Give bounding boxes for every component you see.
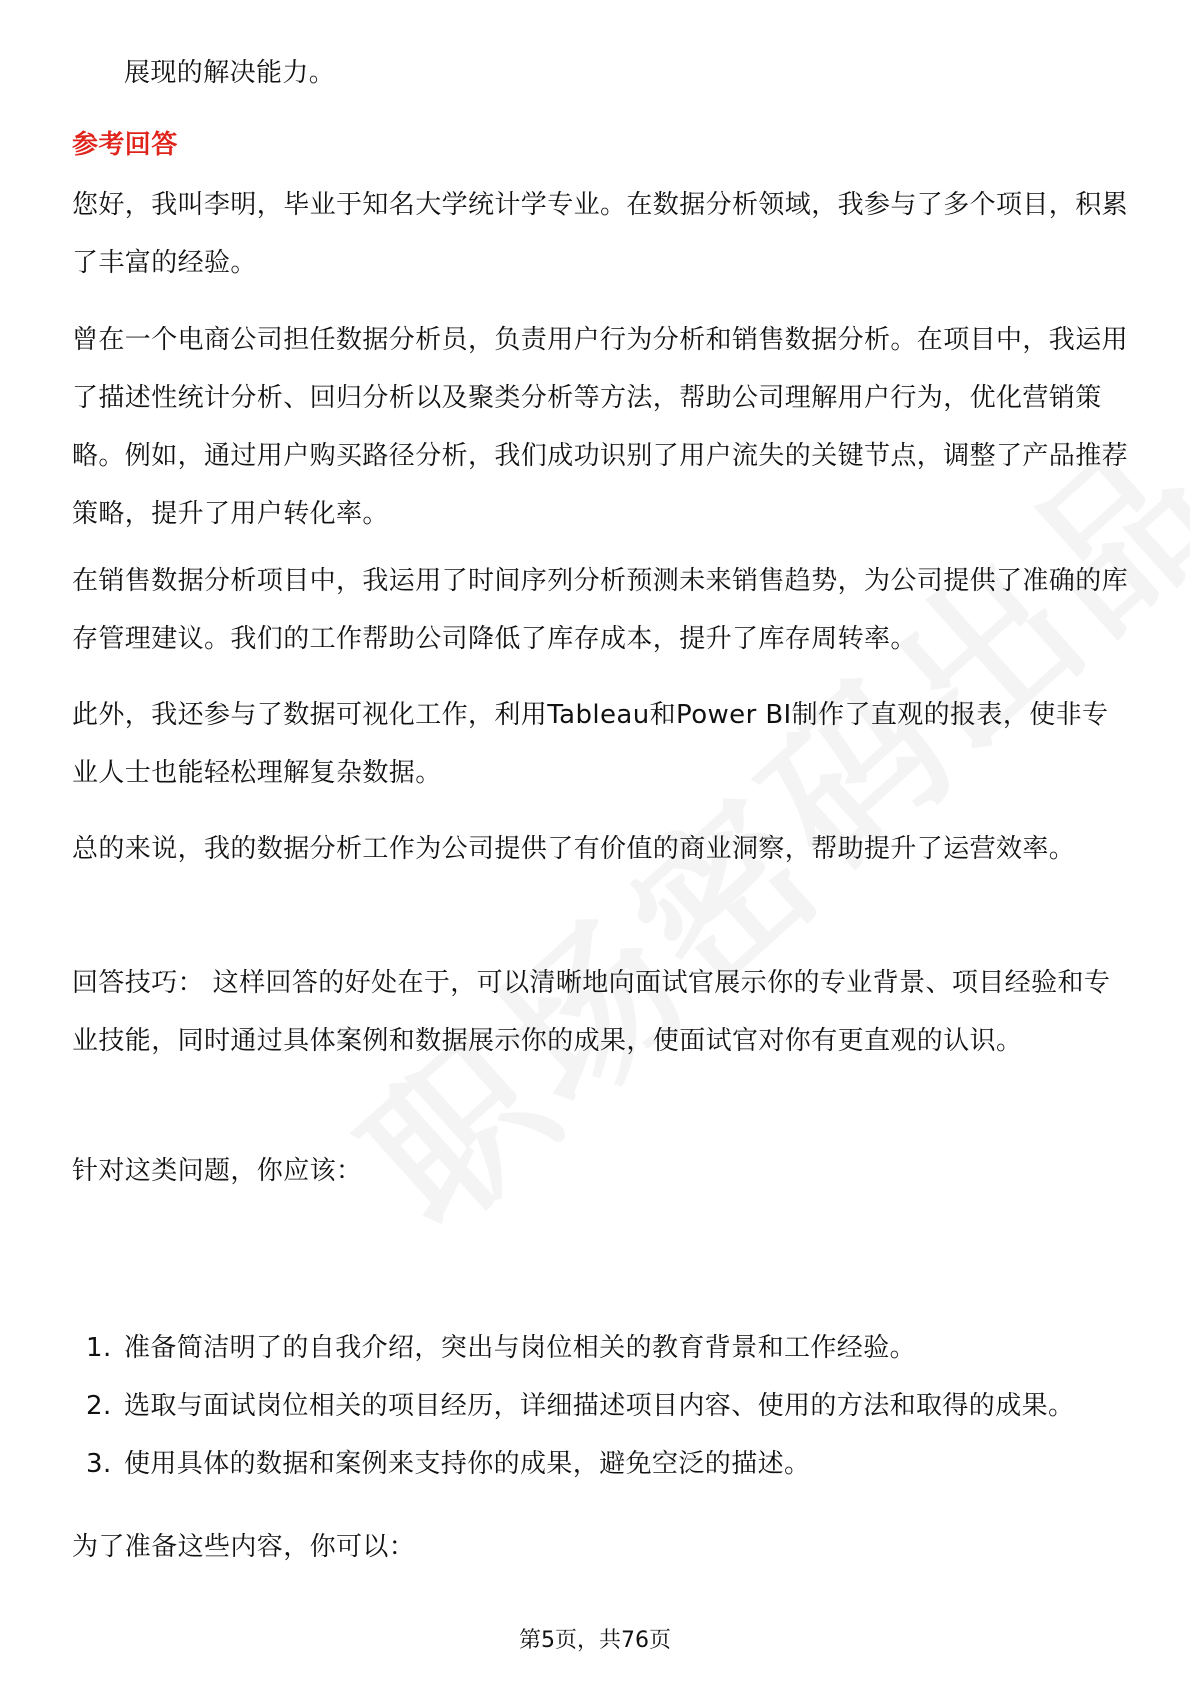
continued-line: 展现的解决能力。 <box>124 58 336 88</box>
paragraph-tips: 回答技巧： 这样回答的好处在于，可以清晰地向面试官展示你的专业背景、项目经验和专业技能，同时通过具体案例和数据展示你的成果，使面试官对你有更直观的认识。 <box>72 968 1111 1056</box>
list-text: 使用具体的数据和案例来支持你的成果，避免空泛的描述。 <box>124 1449 811 1479</box>
list-item <box>72 1435 1132 1493</box>
paragraph-closing: 为了准备这些内容，你可以： <box>72 1532 416 1562</box>
paragraph-visualization: 此外，我还参与了数据可视化工作，利用Tableau和Power BI制作了直观的报表，使非专业人士也能轻松理解复杂数据。 <box>72 700 1109 788</box>
list-item <box>72 1319 1132 1377</box>
advice-list <box>72 1319 1132 1493</box>
paragraph-sales: 在销售数据分析项目中，我运用了时间序列分析预测未来销售趋势，为公司提供了准确的库存管理建议。我们的工作帮助公司降低了库存成本，提升了库存周转率。 <box>72 566 1129 654</box>
list-number: 1. <box>86 1333 112 1363</box>
page-footer: 第5页，共76页 <box>519 1628 671 1653</box>
list-number: 3. <box>86 1449 112 1479</box>
list-text: 准备简洁明了的自我介绍，突出与岗位相关的教育背景和工作经验。 <box>124 1333 917 1363</box>
list-text: 选取与面试岗位相关的项目经历，详细描述项目内容、使用的方法和取得的成果。 <box>124 1391 1075 1421</box>
section-heading: 参考回答 <box>72 130 178 160</box>
paragraph-summary: 总的来说，我的数据分析工作为公司提供了有价值的商业洞察，帮助提升了运营效率。 <box>72 834 1076 864</box>
paragraph-guidance: 针对这类问题，你应该： <box>72 1156 363 1186</box>
list-item <box>72 1377 1132 1435</box>
paragraph-ecommerce: 曾在一个电商公司担任数据分析员，负责用户行为分析和销售数据分析。在项目中，我运用了描述性统计分析、回归分析以及聚类分析等方法，帮助公司理解用户行为，优化营销策略。例如，通过用户购买路径分析，我们成功识别了用户流失的关键节点，调整了产品推荐策略，提升了用户转化率。 <box>72 325 1129 529</box>
list-number: 2. <box>86 1391 112 1421</box>
paragraph-intro: 您好，我叫李明，毕业于知名大学统计学专业。在数据分析领域，我参与了多个项目，积累了丰富的经验。 <box>72 190 1129 278</box>
